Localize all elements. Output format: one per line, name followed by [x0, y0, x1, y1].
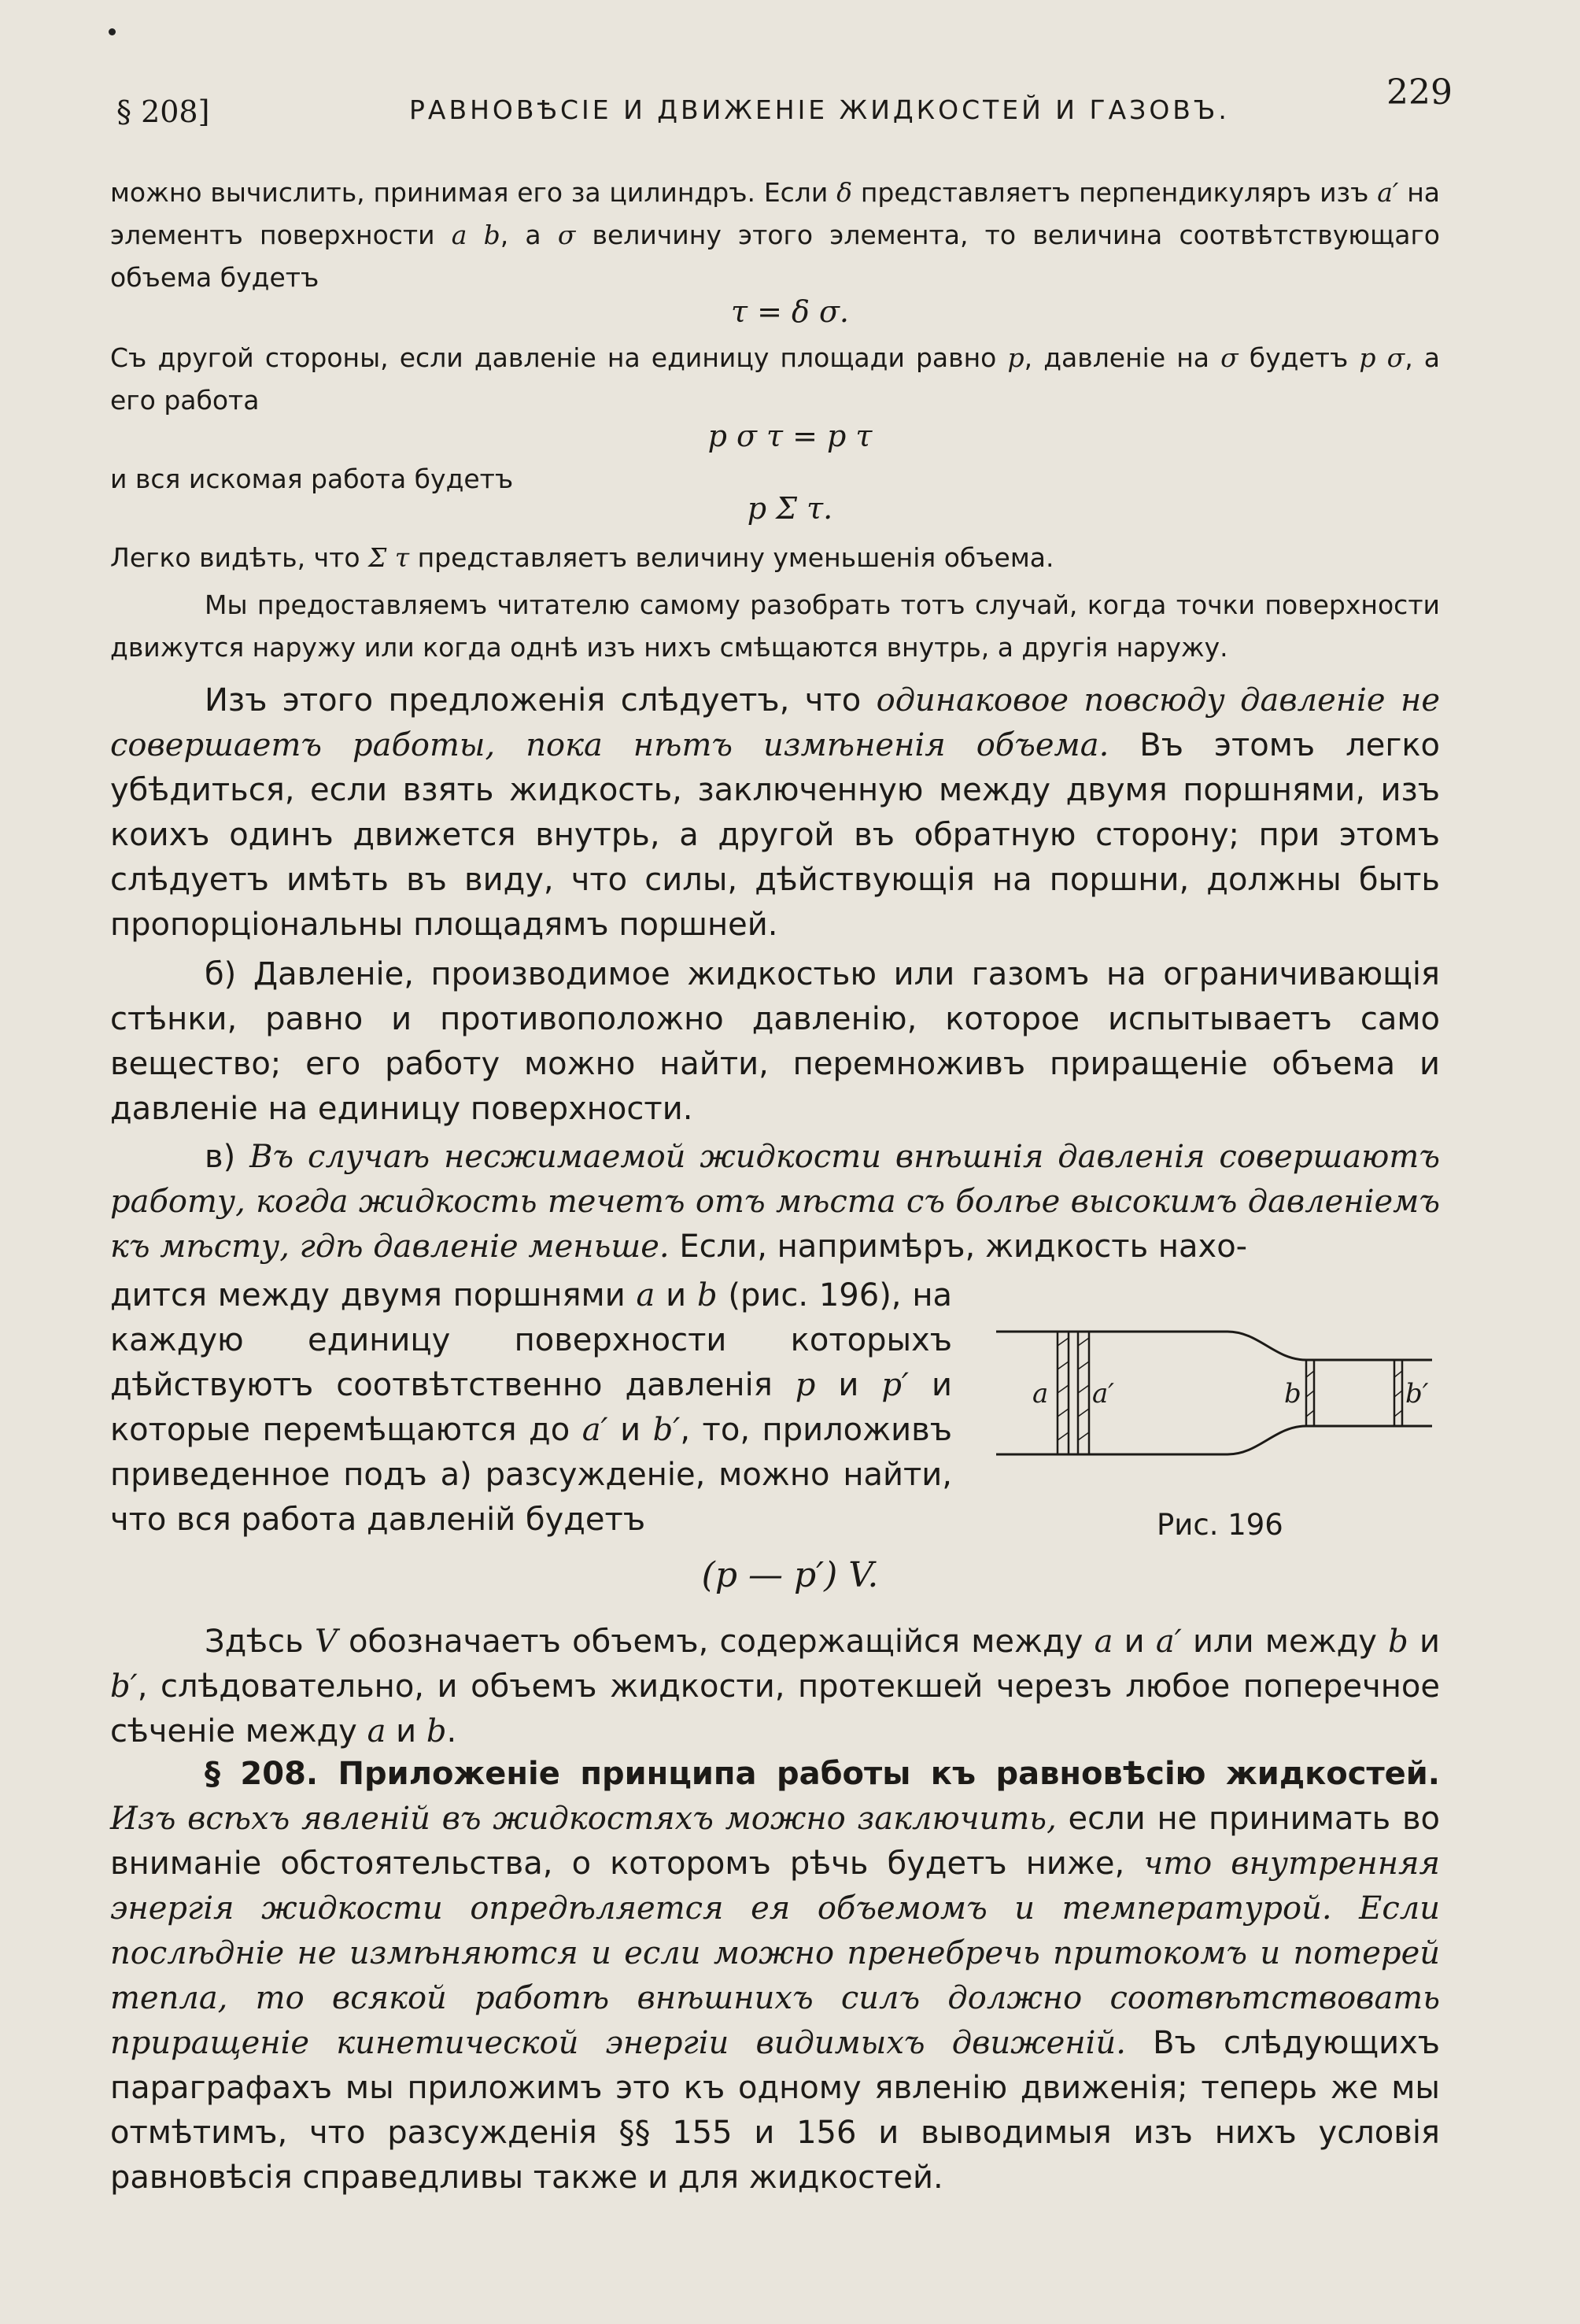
paragraph-8: в) Въ случаѣ несжимаемой жидкости внѣшнія давленія совершаютъ работу, когда жидкость течетъ отъ мѣста съ болѣе высокимъ давленіемъ къ мѣсту, гдѣ давленіе меньше. Если, напримѣръ, жидкость нахо- [110, 1139, 1440, 1265]
label-a-prime: a′ [1092, 1378, 1114, 1410]
label-b: b [1284, 1378, 1301, 1410]
formula-tau: τ = δ σ. [731, 294, 849, 329]
paragraph-10: Здѣсь V обозначаетъ объемъ, содержащійся между a и a′ или между b и b′, слѣдовательно, и объемъ жидкости, протекшей черезъ любое поперечное сѣченіе между a и b. [110, 1624, 1440, 1749]
label-b-prime: b′ [1405, 1378, 1429, 1410]
pipe-upper-wall [996, 1332, 1432, 1360]
ink-speck [109, 28, 116, 35]
formula-work-difference: (p — p′) V. [701, 1555, 879, 1595]
figure-196-pipe [991, 1314, 1448, 1472]
paragraph-3: и вся искомая работа будетъ [110, 464, 514, 494]
paragraph-5: Мы предоставляемъ читателю самому разобрать тотъ случай, когда точки поверхности движутся наружу или когда однѣ изъ нихъ смѣщаются внутрь, а другія наружу. [110, 589, 1440, 663]
formula-work-element: p σ τ = p τ [707, 419, 873, 453]
paragraph-7: б) Давленіе, производимое жидкостью или газомъ на ограничивающія стѣнки, равно и противоположно давленію, которое испытываетъ само вещество; его работу можно найти, перемноживъ приращеніе объема и давленіе на единицу поверхности. [110, 956, 1440, 1127]
paragraph-9: дится между двумя поршнями a и b (рис. 196), на каждую единицу поверхности которыхъ дѣйствуютъ соотвѣтственно давленія p и p′ и которые перемѣщаются до a′ и b′, то, приложивъ приведенное подъ а) разсужденіе, можно найти, что вся работа давленій будетъ [110, 1277, 952, 1538]
formula-total-work: p Σ τ. [747, 491, 833, 526]
paragraph-4: Легко видѣть, что Σ τ представляетъ величину уменьшенія объема. [110, 542, 1054, 573]
paragraph-2: Съ другой стороны, если давленіе на единицу площади равно p, давленіе на σ будетъ p σ, а его работа [110, 342, 1441, 416]
paragraph-6: Изъ этого предложенія слѣдуетъ, что одинаковое повсюду давленіе не совершаетъ работы, пока нѣтъ измѣненія объема. Въ этомъ легко убѣдиться, если взять жидкость, заключенную между двумя поршнями, изъ коихъ одинъ движется внутрь, а другой въ обратную сторону; при этомъ слѣдуетъ имѣть въ виду, что силы, дѣйствующія на поршни, должны быть пропорціональны площадямъ поршней. [110, 682, 1440, 943]
section-208: § 208. Приложеніе принципа работы къ равновѣсію жидкостей. Изъ всѣхъ явленій въ жидкостяхъ можно заключить, если не принимать во вниманіе обстоятельства, о которомъ рѣчь будетъ ниже, что внутренняя энергія жидкости опредѣляется ея объемомъ и температурой. Если послѣдніе не измѣняются и если можно пренебречь притокомъ и потерей тепла, то всякой работѣ внѣшнихъ силъ должно соотвѣтствовать приращеніе кинетической энергіи видимыхъ движеній. Въ слѣдующихъ параграфахъ мы приложимъ это къ одному явленію движенія; теперь же мы отмѣтимъ, что разсужденія §§ 155 и 156 и выводимыя изъ нихъ условія равновѣсія справедливы также и для жидкостей. [110, 1756, 1441, 2196]
header-title: РАВНОВѢСІЕ И ДВИЖЕНІЕ ЖИДКОСТЕЙ И ГАЗОВЪ. [409, 94, 1230, 125]
page-number: 229 [1386, 72, 1453, 113]
paragraph-1: можно вычислить, принимая его за цилиндръ. Если δ представляетъ перпендикуляръ изъ a′ на элементъ поверхности a b, а σ величину этого элемента, то величина соотвѣтствующаго объема будетъ [110, 177, 1440, 293]
figure-caption: Рис. 196 [1157, 1508, 1283, 1542]
label-a: a [1032, 1378, 1049, 1410]
pipe-lower-wall [996, 1426, 1432, 1454]
header-section: § 208] [116, 94, 210, 129]
running-header [0, 72, 1580, 127]
section-heading: § 208. Приложеніе принципа работы къ равновѣсію жидкостей. [205, 1756, 1440, 1792]
